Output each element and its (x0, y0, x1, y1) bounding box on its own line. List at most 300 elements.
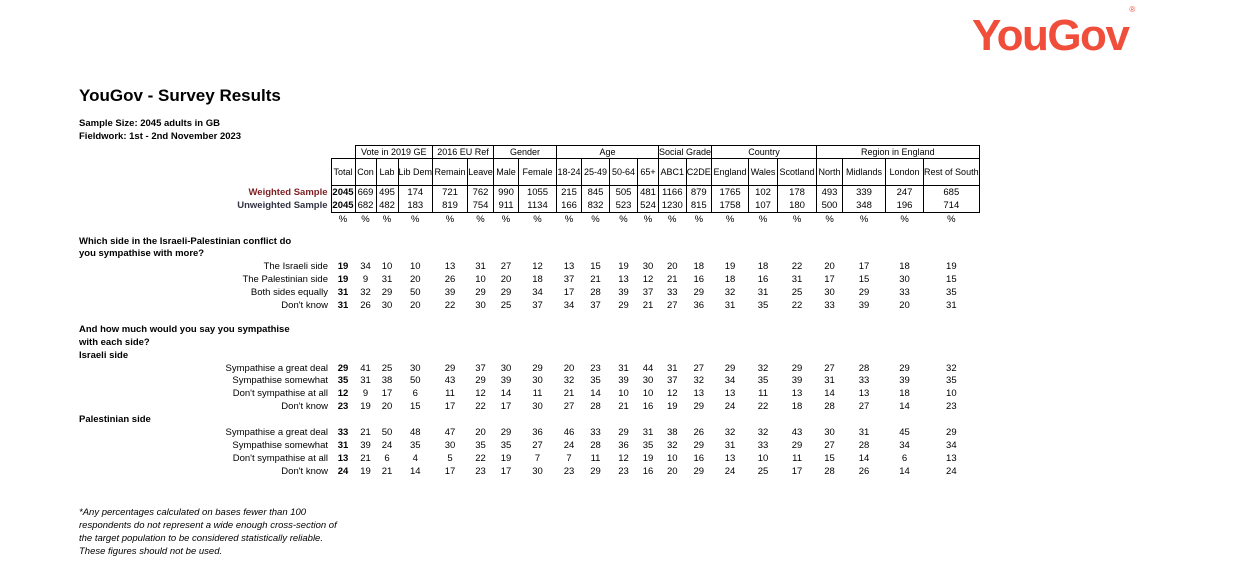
table-row (73, 375, 979, 388)
column-header: C2DE (686, 159, 712, 186)
group-header: 2016 EU Ref (433, 146, 494, 159)
sample-value: 669 (355, 186, 376, 199)
cell-value: 29 (693, 465, 705, 477)
cell-value: 23 (590, 362, 601, 374)
cell-value: 30 (824, 426, 835, 438)
cell-value: 30 (444, 439, 456, 451)
cell-value: 28 (824, 465, 835, 477)
percent-symbol: % (668, 213, 677, 225)
percent-symbol: % (382, 213, 392, 225)
cell-value: 31 (475, 261, 486, 273)
cell-value: 36 (618, 439, 629, 451)
cell-value: 24 (724, 401, 736, 413)
group-header-row (73, 146, 979, 159)
cell-value: 12 (337, 388, 349, 400)
cell-value: 20 (899, 299, 910, 311)
cell-value: 12 (532, 261, 543, 273)
cell-value: 31 (618, 362, 629, 374)
sample-value: 754 (468, 199, 494, 212)
cell-value: 19 (360, 465, 371, 477)
cell-value: 35 (409, 439, 421, 451)
cell-value: 32 (666, 439, 678, 451)
percent-symbol: % (725, 213, 735, 225)
column-header: Wales (749, 159, 778, 186)
cell-value: 22 (444, 299, 456, 311)
row-label: Sympathise somewhat (232, 439, 328, 451)
cell-value: 34 (946, 439, 957, 451)
cell-value: 28 (590, 439, 601, 451)
cell-value: 43 (791, 426, 803, 438)
cell-value: 12 (475, 388, 486, 400)
cell-value: 31 (337, 439, 349, 451)
cell-value: 17 (791, 465, 803, 477)
cell-value: 19 (360, 401, 371, 413)
cell-value: 44 (642, 362, 654, 374)
cell-value: 26 (858, 465, 870, 477)
cell-value: 18 (791, 401, 803, 413)
column-header: Scotland (778, 159, 817, 186)
cell-value: 31 (757, 287, 769, 299)
cell-value: 30 (381, 299, 393, 311)
cell-value: 17 (563, 287, 575, 299)
sample-value: 1134 (519, 199, 557, 212)
question-2-line-1-row (73, 323, 979, 336)
page-title: YouGov - Survey Results (79, 86, 281, 105)
table-row (73, 287, 979, 300)
cell-value: 25 (791, 287, 803, 299)
row-label: Don't know (281, 401, 328, 413)
cell-value: 41 (360, 362, 371, 374)
cell-value: 11 (758, 388, 768, 400)
row-spacer (73, 213, 331, 226)
cell-value: 16 (757, 274, 769, 286)
column-header: 25-49 (582, 159, 610, 186)
cell-value: 31 (724, 439, 736, 451)
cell-value: 29 (858, 287, 870, 299)
cell-value: 23 (337, 401, 349, 413)
row-label: Don't sympathise at all (232, 452, 328, 464)
cell-value: 29 (693, 287, 705, 299)
sample-value: 1758 (712, 199, 749, 212)
cell-value: 17 (381, 388, 393, 400)
cell-value: 19 (666, 401, 678, 413)
cell-value: 24 (337, 465, 349, 477)
cell-value: 18 (899, 388, 910, 400)
yougov-logo (972, 5, 1134, 60)
cell-value: 27 (824, 362, 835, 374)
cell-value: 31 (724, 299, 736, 311)
cell-value: 20 (563, 362, 575, 374)
cell-value: 17 (858, 261, 870, 273)
cell-value: 20 (666, 465, 678, 477)
cell-value: 6 (412, 388, 418, 400)
column-header: ABC1 (659, 159, 687, 186)
cell-value: 6 (384, 452, 390, 464)
cell-value: 27 (532, 439, 543, 451)
cell-value: 50 (409, 375, 421, 387)
cell-value: 35 (757, 299, 769, 311)
percent-symbol: % (694, 213, 704, 225)
cell-value: 11 (792, 452, 802, 464)
cell-value: 21 (360, 426, 371, 438)
group-header: Social Grade (659, 147, 712, 158)
cell-value: 30 (500, 362, 512, 374)
cell-value: 25 (757, 465, 769, 477)
cell-value: 35 (642, 439, 654, 451)
sample-value: 178 (778, 186, 817, 199)
cell-value: 15 (946, 274, 957, 286)
cell-value: 16 (693, 452, 705, 464)
cell-value: 15 (409, 401, 421, 413)
cell-value: 43 (444, 375, 456, 387)
cell-value: 13 (946, 452, 957, 464)
cell-value: 13 (693, 388, 705, 400)
cell-value: 32 (757, 362, 769, 374)
sample-value: 102 (749, 186, 778, 199)
cell-value: 12 (642, 274, 654, 286)
cell-value: 37 (475, 362, 486, 374)
table-row (73, 261, 979, 274)
cell-value: 24 (381, 439, 393, 451)
cell-value: 22 (791, 299, 803, 311)
group-header: Vote in 2019 GE (355, 146, 433, 159)
cell-value: 22 (475, 401, 486, 413)
cell-value: 34 (724, 375, 736, 387)
fieldwork: Fieldwork: 1st - 2nd November 2023 (79, 131, 242, 142)
cell-value: 4 (412, 452, 418, 464)
question-1-line-2-row (73, 248, 979, 261)
column-header: Leave (468, 159, 494, 186)
sample-value: 714 (924, 199, 980, 212)
cell-value: 45 (899, 426, 910, 438)
cell-value: 16 (642, 465, 654, 477)
percent-symbol: % (758, 213, 768, 225)
cell-value: 11 (590, 452, 601, 464)
cell-value: 17 (500, 465, 512, 477)
cell-value: 14 (858, 452, 870, 464)
percent-symbol: % (476, 213, 485, 225)
cell-value: 23 (946, 401, 957, 413)
cell-value: 10 (946, 388, 957, 400)
cell-value: 29 (337, 362, 349, 374)
cell-value: 22 (757, 401, 769, 413)
cell-value: 14 (500, 388, 512, 400)
cell-value: 18 (899, 261, 910, 273)
weighted-sample-label: Weighted Sample (248, 186, 328, 198)
column-header: Male (494, 159, 519, 186)
cell-value: 27 (824, 439, 835, 451)
cell-value: 29 (444, 362, 456, 374)
cell-value: 10 (666, 452, 678, 464)
cell-value: 18 (757, 261, 769, 273)
cell-value: 20 (824, 261, 835, 273)
table-row (73, 300, 979, 313)
column-header: Lib Dem (398, 159, 433, 186)
cell-value: 50 (381, 426, 393, 438)
cell-value: 35 (590, 375, 601, 387)
row-label: Sympathise a great deal (225, 362, 328, 374)
sample-value: 911 (494, 199, 519, 212)
cell-value: 29 (500, 426, 512, 438)
table-row (73, 439, 979, 452)
question-1-line-1: Which side in the Israeli-Palestinian conflict do (79, 235, 292, 247)
cell-value: 30 (475, 299, 486, 311)
cell-value: 21 (563, 388, 575, 400)
cell-value: 13 (724, 452, 736, 464)
cell-value: 32 (724, 287, 736, 299)
sample-value: 721 (433, 186, 468, 199)
cell-value: 14 (409, 465, 421, 477)
row-label: Both sides equally (250, 287, 328, 299)
sample-value: 819 (433, 199, 468, 212)
palestinian-side-heading-row (73, 414, 979, 427)
table-row (73, 452, 979, 465)
cell-value: 33 (824, 299, 835, 311)
cell-value: 10 (409, 261, 421, 273)
cell-value: 34 (563, 299, 575, 311)
cell-value: 16 (642, 401, 654, 413)
percent-symbol: % (947, 213, 956, 225)
table-row (73, 401, 979, 414)
cell-value: 28 (858, 362, 870, 374)
spacer (73, 226, 979, 235)
cell-value: 18 (693, 261, 705, 273)
table-row (73, 274, 979, 287)
cell-value: 37 (563, 274, 575, 286)
cell-value: 32 (757, 426, 769, 438)
cell-value: 16 (693, 274, 705, 286)
column-header: 50-64 (610, 159, 638, 186)
column-header: North (817, 159, 843, 186)
results-table (73, 145, 980, 478)
percent-symbol: % (501, 213, 511, 225)
sample-value: 348 (843, 199, 886, 212)
cell-value: 29 (590, 465, 601, 477)
cell-value: 39 (444, 287, 456, 299)
cell-value: 6 (901, 452, 908, 464)
cell-value: 19 (337, 261, 349, 273)
cell-value: 27 (563, 401, 575, 413)
cell-value: 35 (337, 375, 349, 387)
cell-value: 28 (590, 287, 601, 299)
sample-value: 815 (686, 199, 712, 212)
logo-text: YouGov (972, 11, 1129, 60)
table-row (73, 465, 979, 478)
sample-value: 500 (817, 199, 843, 212)
palestinian-side-heading: Palestinian side (79, 414, 151, 426)
sample-value: 1166 (659, 186, 687, 199)
cell-value: 13 (563, 261, 575, 273)
percent-symbol: % (591, 213, 600, 225)
cell-value: 11 (532, 388, 543, 400)
question-2-line-2-row (73, 336, 979, 349)
cell-value: 29 (693, 401, 705, 413)
percent-row (73, 213, 979, 226)
cell-value: 29 (618, 299, 629, 311)
cell-value: 10 (642, 388, 654, 400)
cell-value: 20 (500, 274, 512, 286)
cell-value: 30 (409, 362, 421, 374)
cell-value: 20 (475, 426, 486, 438)
cell-value: 17 (444, 401, 456, 413)
cell-value: 19 (946, 261, 957, 273)
cell-value: 28 (858, 439, 870, 451)
group-header: Age (557, 146, 659, 159)
cell-value: 32 (946, 362, 957, 374)
cell-value: 27 (693, 362, 705, 374)
cell-value: 20 (381, 401, 393, 413)
cell-value: 10 (757, 452, 769, 464)
cell-value: 30 (899, 274, 910, 286)
cell-value: 9 (362, 388, 369, 400)
cell-value: 35 (500, 439, 512, 451)
cell-value: 35 (946, 375, 957, 387)
header-spacer (331, 146, 355, 159)
column-header: Remain (433, 159, 468, 186)
cell-value: 13 (337, 452, 349, 464)
sample-value: 493 (817, 186, 843, 199)
percent-symbol: % (564, 213, 574, 225)
percent-symbol: % (533, 213, 542, 225)
cell-value: 31 (381, 274, 393, 286)
sample-value: 2045 (332, 199, 354, 211)
percent-symbol: % (338, 213, 348, 225)
cell-value: 30 (824, 287, 835, 299)
sample-value: 505 (610, 186, 638, 199)
sample-value: 845 (582, 186, 610, 199)
sample-value: 990 (494, 186, 519, 199)
cell-value: 32 (563, 375, 575, 387)
cell-value: 25 (381, 362, 393, 374)
cell-value: 33 (666, 287, 678, 299)
cell-value: 23 (475, 465, 486, 477)
blank-row (73, 312, 979, 323)
cell-value: 13 (724, 388, 736, 400)
group-header: Region in England (817, 146, 980, 159)
cell-value: 7 (566, 452, 572, 464)
cell-value: 39 (858, 299, 870, 311)
cell-value: 14 (824, 388, 835, 400)
cell-value: 39 (500, 375, 512, 387)
sample-value: 107 (749, 199, 778, 212)
sample-value: 832 (582, 199, 610, 212)
sample-value: 180 (778, 199, 817, 212)
cell-value: 34 (360, 261, 371, 273)
header-spacer (73, 146, 331, 159)
header-spacer (73, 159, 331, 186)
cell-value: 15 (824, 452, 835, 464)
cell-value: 50 (409, 287, 421, 299)
cell-value: 31 (858, 426, 870, 438)
column-header: England (712, 159, 749, 186)
unweighted-sample-row (73, 199, 979, 212)
cell-value: 28 (824, 401, 835, 413)
cell-value: 30 (532, 401, 543, 413)
cell-value: 30 (642, 375, 654, 387)
sample-value: 682 (355, 199, 376, 212)
row-label: Don't sympathise at all (232, 388, 328, 400)
cell-value: 32 (360, 287, 371, 299)
cell-value: 21 (666, 274, 678, 286)
sample-value: 1230 (659, 199, 687, 212)
cell-value: 37 (590, 299, 601, 311)
spacer (73, 312, 979, 323)
cell-value: 30 (532, 465, 543, 477)
cell-value: 21 (590, 274, 601, 286)
cell-value: 35 (475, 439, 486, 451)
cell-value: 47 (444, 426, 456, 438)
sample-value: 215 (557, 186, 582, 199)
cell-value: 20 (666, 261, 678, 273)
sample-value: 183 (398, 199, 433, 212)
percent-symbol: % (792, 213, 802, 225)
question-2-line-1: And how much would you say you sympathise (79, 323, 290, 335)
cell-value: 5 (447, 452, 453, 464)
cell-value: 29 (791, 362, 803, 374)
cell-value: 48 (409, 426, 421, 438)
cell-value: 29 (946, 426, 957, 438)
column-header-row (73, 159, 979, 186)
cell-value: 29 (500, 287, 512, 299)
row-label: Don't know (281, 465, 328, 477)
cell-value: 27 (666, 299, 678, 311)
cell-value: 37 (642, 287, 654, 299)
column-header: Total (331, 159, 355, 186)
cell-value: 29 (618, 426, 629, 438)
percent-symbol: % (445, 213, 455, 225)
cell-value: 19 (724, 261, 736, 273)
sample-value: 247 (886, 186, 924, 199)
cell-value: 39 (791, 375, 803, 387)
cell-value: 38 (666, 426, 678, 438)
cell-value: 27 (500, 261, 512, 273)
cell-value: 34 (899, 439, 910, 451)
cell-value: 24 (724, 465, 736, 477)
cell-value: 11 (445, 388, 455, 400)
cell-value: 39 (618, 375, 629, 387)
cell-value: 21 (642, 299, 654, 311)
percent-symbol: % (859, 213, 869, 225)
sample-value: 495 (376, 186, 398, 199)
sample-value: 339 (843, 186, 886, 199)
cell-value: 27 (858, 401, 870, 413)
cell-value: 21 (360, 452, 371, 464)
cell-value: 29 (791, 439, 803, 451)
cell-value: 17 (500, 401, 512, 413)
column-header: Con (355, 159, 376, 186)
sample-value: 174 (398, 186, 433, 199)
sample-value: 166 (557, 199, 582, 212)
cell-value: 33 (899, 287, 910, 299)
cell-value: 39 (360, 439, 371, 451)
cell-value: 7 (534, 452, 541, 464)
sample-value: 196 (886, 199, 924, 212)
cell-value: 29 (381, 287, 393, 299)
cell-value: 12 (618, 452, 629, 464)
cell-value: 24 (563, 439, 575, 451)
cell-value: 35 (757, 375, 769, 387)
cell-value: 21 (618, 401, 629, 413)
row-label: The Palestinian side (242, 274, 328, 286)
sample-value: 524 (638, 199, 659, 212)
cell-value: 32 (724, 426, 736, 438)
percent-symbol: % (361, 213, 370, 225)
cell-value: 31 (824, 375, 835, 387)
cell-value: 39 (899, 375, 910, 387)
cell-value: 13 (444, 261, 456, 273)
cell-value: 18 (532, 274, 543, 286)
cell-value: 29 (475, 375, 486, 387)
